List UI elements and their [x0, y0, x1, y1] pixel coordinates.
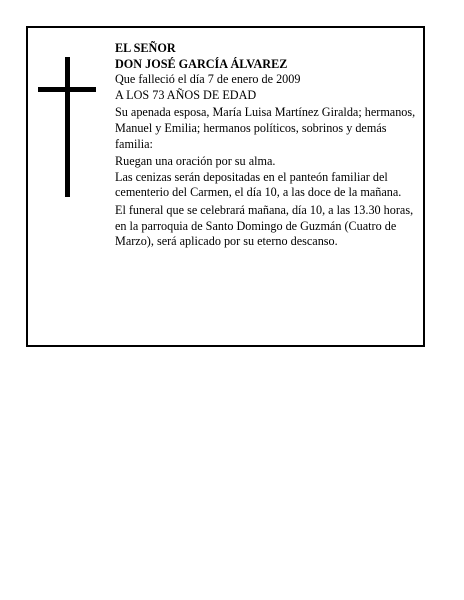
cross-vertical-bar: [65, 57, 70, 197]
obituary-notice: [26, 26, 425, 347]
notice-text: [115, 41, 421, 250]
cross-icon: [38, 57, 96, 197]
deceased-name: DON JOSÉ GARCÍA ÁLVAREZ: [115, 56, 288, 71]
family-paragraph: Su apenada esposa, María Luisa Martínez Giralda; hermanos, Manuel y Emilia; hermanos políticos, sobrinos y demás familia:: [115, 105, 416, 151]
prayer-request: Ruegan una oración por su alma.: [115, 154, 276, 169]
notice-title-line-1: EL SEÑOR: [115, 41, 176, 55]
age-at-death: A LOS 73 AÑOS DE EDAD: [115, 87, 257, 102]
funeral-paragraph: El funeral que se celebrará mañana, día 10, a las 13.30 horas, en la parroquia de Santo Domingo de Guzmán (Cuatro de Marzo), será aplicado por su eterno descanso.: [115, 202, 414, 249]
ashes-paragraph: Las cenizas serán depositadas en el panteón familiar del cementerio del Carmen, el día 10, a las doce de la mañana.: [115, 169, 402, 200]
cross-horizontal-bar: [38, 87, 96, 92]
death-date: Que falleció el día 7 de enero de 2009: [115, 72, 301, 87]
